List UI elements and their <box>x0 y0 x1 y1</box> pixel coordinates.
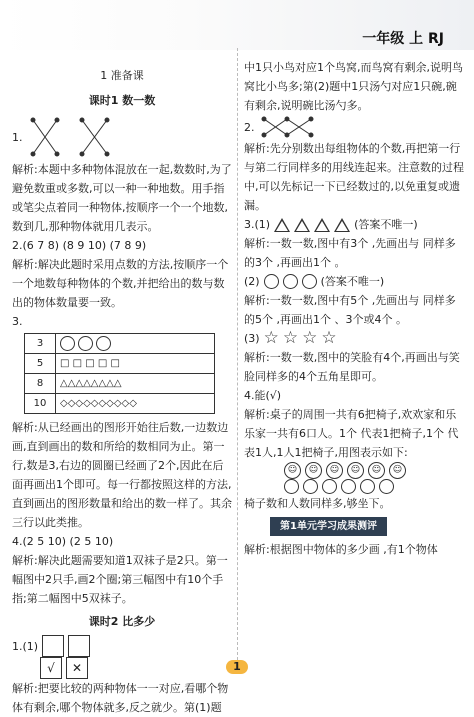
q5-row-2 <box>40 657 232 679</box>
cross-box: ✕ <box>66 657 88 679</box>
q4-explanation: 解析:解决此题需要知道1双袜子是2只。第一幅图中2只手,画2个圈;第三幅图中有10个手指;第二幅图中5双袜子。 <box>12 554 228 605</box>
q3-1-note: (答案不唯一) <box>354 218 418 231</box>
check-box: √ <box>40 657 62 679</box>
triangle-icon <box>274 218 290 232</box>
smile-icon: ☺ <box>305 462 322 479</box>
right-column <box>244 58 466 559</box>
star-icon: ☆ <box>263 328 279 348</box>
cross-lines-figure <box>259 115 319 139</box>
q2-number: 2. <box>244 120 255 134</box>
circle-icon <box>360 479 375 494</box>
star-icon: ☆ <box>321 328 337 348</box>
q3-3-row <box>244 329 466 348</box>
q3-2-number: (2) <box>244 275 260 288</box>
q2-row <box>244 115 466 139</box>
q3-2-note: (答案不唯一) <box>320 275 385 288</box>
q2-explanation: 解析:先分别数出每组物体的个数,再把第一行与第二行同样多的用线连起来。注意数的过程中,可以先标记一下已经数过的,以免重复或遗漏。 <box>244 142 464 212</box>
circle-icon <box>302 274 317 289</box>
q3-3-explanation: 解析:一数一数,图中的笑脸有4个,再画出与笑脸同样多的4个五角星即可。 <box>244 351 460 383</box>
q1-number: 1. <box>12 130 23 144</box>
q4-explanation: 解析:桌子的周围一共有6把椅子,欢欢家和乐乐家一共有6口人。1个 代表1把椅子,1个 代表1人,1人1把椅子,用图表示如下: <box>244 408 459 459</box>
row-number: 3 <box>25 334 56 354</box>
circle-icon <box>379 479 394 494</box>
circle-icon <box>284 479 299 494</box>
smile-icon: ☺ <box>284 462 301 479</box>
smile-row <box>284 462 466 479</box>
triangle-icon <box>334 218 350 232</box>
smile-icon: ☺ <box>326 462 343 479</box>
circle-icon <box>283 274 298 289</box>
q3-number: 3. <box>12 315 23 328</box>
table-row <box>25 374 215 394</box>
row-number: 10 <box>25 394 56 414</box>
row-shapes: ◇◇◇◇◇◇◇◇◇◇ <box>56 394 215 414</box>
circle-icon <box>322 479 337 494</box>
lesson1-title: 课时1 数一数 <box>88 94 156 107</box>
q3-2-row <box>244 272 466 291</box>
circle-icon <box>341 479 356 494</box>
row-shapes <box>56 334 215 354</box>
triangle-icon <box>294 218 310 232</box>
circle-icon <box>303 479 318 494</box>
answer-box <box>68 635 90 657</box>
continued-text: 中1只小鸟对应1个鸟窝,而鸟窝有剩余,说明鸟窝比小鸟多;第(2)题中1只汤勺对应1只碗,碗有剩余,说明碗比汤勺多。 <box>244 61 463 112</box>
q5-number: 1.(1) <box>12 639 39 653</box>
section-title: 1 准备课 <box>100 69 144 82</box>
table-row <box>25 334 215 354</box>
q2-explanation: 解析:解决此题时采用点数的方法,按顺序一个一个地数每种物体的个数,并把给出的数与数出的物体数量要一致。 <box>12 258 229 309</box>
q1-row <box>12 114 232 160</box>
circle-row <box>284 479 466 494</box>
q5-row <box>12 635 232 657</box>
q5-explanation: 解析:把要比较的两种物体一一对应,看哪个物体有剩余,哪个物体就多,反之就少。第(1)题 <box>12 682 229 714</box>
table-row <box>25 354 215 374</box>
row-number: 8 <box>25 374 56 394</box>
q3-1-number: 3.(1) <box>244 218 271 231</box>
q3-table <box>24 333 215 414</box>
triangle-icon <box>314 218 330 232</box>
last-explanation: 解析:根据图中物体的多少画 ,有1个物体 <box>244 543 438 556</box>
q2-answers: 2.(6 7 8) (8 9 10) (7 8 9) <box>12 239 147 252</box>
q4-answers: 4.(2 5 10) (2 5 10) <box>12 535 114 548</box>
column-divider <box>237 48 238 660</box>
row-number: 5 <box>25 354 56 374</box>
q1-explanation: 解析:本题中多种物体混放在一起,数数时,为了避免数重或多数,可以一种一种地数。用手指或笔尖点着同一种物体,按顺序一个一个地数,数到几,那种物体就用几表示。 <box>12 163 232 233</box>
q3-1-row <box>244 215 466 234</box>
q4-conclusion: 椅子数和人数同样多,够坐下。 <box>244 497 391 510</box>
q3-3-number: (3) <box>244 332 260 345</box>
left-column <box>12 58 232 717</box>
table-row <box>25 394 215 414</box>
lesson2-title: 课时2 比多少 <box>88 615 156 628</box>
q4-answer: 4.能(√) <box>244 389 282 402</box>
q3-explanation: 解析:从已经画出的图形开始往后数,一边数边画,直到画出的数和所给的数相同为止。第一行,数是3,右边的圆圈已经画了2个,因此在后面再画出1个即可。每一行都按照这样的方法,直到画出的图形数量和给出的数一样了。其余三行以此类推。 <box>12 421 232 529</box>
q3-2-explanation: 解析:一数一数,图中有5个 ,先画出与 同样多的5个 ,再画出1个 、3个或4个 。 <box>244 294 456 326</box>
star-icon: ☆ <box>282 328 299 348</box>
row-shapes: △△△△△△△△ <box>56 374 215 394</box>
grade-label: 一年级 上 RJ <box>362 31 444 47</box>
q3-1-explanation: 解析:一数一数,图中有3个 ,先画出与 同样多的3个 ,再画出1个 。 <box>244 237 456 269</box>
star-icon: ☆ <box>302 328 318 348</box>
smile-icon: ☺ <box>347 462 364 479</box>
answer-box <box>42 635 64 657</box>
unit-test-heading: 第1单元学习成果测评 <box>270 517 387 536</box>
smile-icon: ☺ <box>389 462 406 479</box>
matching-lines-figure <box>27 114 117 160</box>
circle-icon <box>264 274 279 289</box>
smile-icon: ☺ <box>368 462 385 479</box>
row-shapes: □ □ □ □ □ <box>56 354 215 374</box>
page-number: 1 <box>226 660 248 674</box>
